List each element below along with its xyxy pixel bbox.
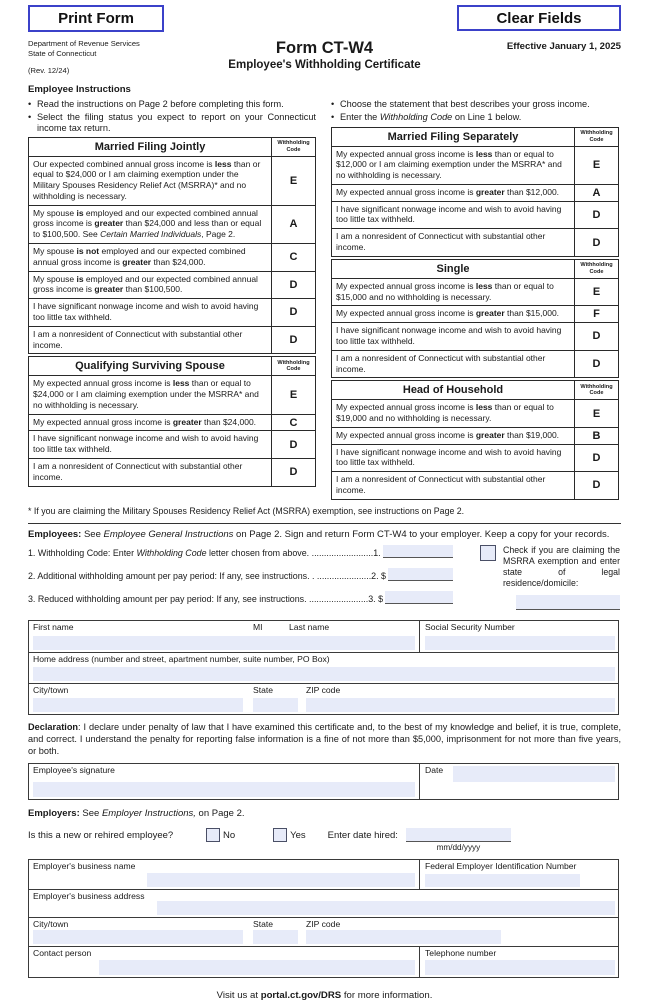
- line-2-additional-withholding: [28, 568, 453, 581]
- withholding-code-value: B: [575, 427, 619, 444]
- business-name-label: Employer's business name: [33, 861, 136, 872]
- filing-status-text: I have significant nonwage income and wish to avoid having too little tax withheld.: [29, 431, 272, 459]
- table-header-row: [332, 127, 619, 146]
- ssn-label: Social Security Number: [425, 621, 515, 632]
- withholding-code-value: D: [272, 431, 316, 459]
- home-address-input[interactable]: [33, 667, 615, 681]
- filing-status-row: [332, 229, 619, 257]
- withholding-code-value: C: [272, 244, 316, 272]
- new-hire-row: [28, 825, 621, 853]
- filing-status-text: My expected annual gross income is less than or equal to $19,000 and no withholding is necessary.: [332, 400, 575, 428]
- filing-status-row: [332, 201, 619, 229]
- no-label: No: [223, 829, 236, 841]
- filing-status-text: I am a nonresident of Connecticut with substantial other income.: [29, 326, 272, 354]
- city-label: City/town: [33, 684, 69, 695]
- employer-city-input[interactable]: [33, 930, 243, 944]
- filing-status-row: [29, 431, 316, 459]
- print-form-button[interactable]: Print Form: [28, 5, 164, 32]
- filing-status-row: [332, 278, 619, 306]
- filing-status-text: My expected annual gross income is less than or equal to $15,000 and no withholding is necessary.: [332, 278, 575, 306]
- single-table: [331, 259, 619, 378]
- effective-date: Effective January 1, 2025: [506, 41, 621, 52]
- filing-status-text: I am a nonresident of Connecticut with substantial other income.: [29, 458, 272, 486]
- new-hire-question: Is this a new or rehired employee?: [28, 829, 174, 841]
- form-subtitle: Employee's Withholding Certificate: [228, 59, 421, 71]
- contact-person-input[interactable]: [99, 960, 415, 975]
- filing-status-text: My expected annual gross income is greater than $15,000.: [332, 306, 575, 323]
- yes-checkbox[interactable]: [273, 828, 287, 842]
- instruction-bullet: [28, 99, 316, 111]
- married-filing-jointly-table: [28, 137, 316, 355]
- revision-label: (Rev. 12/24): [28, 65, 70, 75]
- ssn-input[interactable]: [425, 636, 615, 650]
- cell-divider: [419, 621, 420, 652]
- filing-status-row: [332, 323, 619, 351]
- employer-state-label: State: [253, 919, 274, 930]
- withholding-code-value: E: [272, 376, 316, 414]
- business-name-input[interactable]: [147, 873, 415, 887]
- agency-block: [28, 39, 196, 76]
- employee-lines-area: [28, 545, 621, 614]
- agency-line2: State of Connecticut: [28, 48, 97, 58]
- withholding-code-value: A: [272, 205, 316, 243]
- filing-status-text: I am a nonresident of Connecticut with substantial other income.: [332, 350, 575, 378]
- filing-status-text: My expected annual gross income is greater than $24,000.: [29, 414, 272, 431]
- bullet-icon: •: [331, 111, 335, 122]
- withholding-code-value: D: [575, 444, 619, 472]
- agency-line1: Department of Revenue Services: [28, 39, 140, 48]
- zip-input[interactable]: [306, 698, 615, 712]
- withholding-code-value: E: [575, 400, 619, 428]
- employee-instructions-heading: Employee Instructions: [28, 83, 131, 95]
- bullet-icon: •: [28, 98, 32, 109]
- filing-status-text: I have significant nonwage income and wish to avoid having too little tax withheld.: [29, 299, 272, 327]
- filing-status-title: Married Filing Separately: [332, 127, 575, 146]
- filing-status-row: [29, 458, 316, 486]
- toolbar: [28, 5, 621, 32]
- employer-city-label: City/town: [33, 919, 69, 930]
- filing-status-row: [29, 205, 316, 243]
- filing-status-row: [29, 414, 316, 431]
- employees-intro: Employees: See Employee General Instructions on Page 2. Sign and return Form CT-W4 to your employer. Keep a copy for your records.: [28, 528, 610, 540]
- additional-amount-input[interactable]: [388, 568, 453, 581]
- withholding-code-value: D: [272, 299, 316, 327]
- withholding-code-value: E: [575, 278, 619, 306]
- title-block: [196, 39, 453, 76]
- table-header-row: [29, 137, 316, 156]
- phone-input[interactable]: [425, 960, 615, 975]
- filing-status-row: [332, 146, 619, 184]
- signature-table: [28, 763, 619, 800]
- business-address-row: [29, 889, 618, 917]
- filing-status-row: [29, 376, 316, 414]
- fein-input[interactable]: [425, 874, 580, 887]
- bullet-text: Read the instructions on Page 2 before completing this form.: [37, 98, 284, 109]
- filing-status-row: [29, 244, 316, 272]
- filing-status-text: My spouse is employed and our expected combined annual gross income is greater than $24,000 and less than or equal to $100,500. See Certain Married Individuals, Page 2.: [29, 205, 272, 243]
- withholding-code-header: Withholding Code: [575, 259, 619, 278]
- filing-status-row: [332, 427, 619, 444]
- line-3-label: 3. Reduced withholding amount per pay period: If any, see instructions. ........................3. $: [28, 593, 384, 604]
- instruction-bullet: [331, 99, 619, 111]
- phone-label: Telephone number: [425, 948, 497, 959]
- employer-info-table: [28, 859, 619, 978]
- section-divider: [28, 523, 621, 524]
- filing-status-title: Head of Household: [332, 381, 575, 400]
- line-1-withholding-code: [28, 545, 453, 558]
- clear-fields-button[interactable]: Clear Fields: [457, 5, 621, 31]
- withholding-lines: [28, 545, 453, 614]
- withholding-code-header: Withholding Code: [272, 137, 316, 156]
- footer-text: Visit us at portal.ct.gov/DRS for more information.: [216, 990, 433, 1001]
- filing-status-row: [332, 400, 619, 428]
- filing-status-text: My expected annual gross income is greater than $19,000.: [332, 427, 575, 444]
- withholding-code-value: D: [575, 229, 619, 257]
- right-column: [331, 99, 619, 502]
- filing-status-text: My expected annual gross income is greater than $12,000.: [332, 184, 575, 201]
- cell-divider: [419, 947, 420, 977]
- declaration-text: Declaration: I declare under penalty of law that I have examined this certificate and, to the best of my knowledge and belief, it is true, complete, and correct. I understand the penalty for reporting false information is a fine of not more than $5,000, imprisonment for not more than five years, or both.: [28, 721, 621, 757]
- cell-divider: [419, 860, 420, 889]
- signature-row: [29, 764, 618, 799]
- withholding-code-value: D: [575, 201, 619, 229]
- filing-status-text: I am a nonresident of Connecticut with substantial other income.: [332, 472, 575, 500]
- city-input[interactable]: [33, 698, 243, 712]
- withholding-code-value: D: [575, 323, 619, 351]
- fein-label: Federal Employer Identification Number: [425, 861, 577, 872]
- filing-status-row: [332, 184, 619, 201]
- filing-status-text: My spouse is employed and our expected combined annual gross income is greater than $100,500.: [29, 271, 272, 299]
- right-instructions: [331, 99, 619, 127]
- filing-status-row: [332, 444, 619, 472]
- withholding-code-value: D: [272, 458, 316, 486]
- withholding-code-value: D: [575, 472, 619, 500]
- business-address-label: Employer's business address: [33, 891, 145, 902]
- instruction-bullet: [331, 112, 619, 124]
- home-address-label: Home address (number and street, apartment number, suite number, PO Box): [33, 653, 330, 664]
- employer-state-input[interactable]: [253, 930, 298, 944]
- filing-status-text: My expected annual gross income is less than or equal to $24,000 or I am claiming exemption under the MSRRA* and no withholding is necessary.: [29, 376, 272, 414]
- msrra-footnote: * If you are claiming the Military Spouses Residency Relief Act (MSRRA) exemption, see instructions on Page 2.: [28, 505, 465, 516]
- filing-status-text: I have significant nonwage income and wish to avoid having too little tax withheld.: [332, 201, 575, 229]
- name-input[interactable]: [33, 636, 415, 650]
- filing-status-title: Single: [332, 259, 575, 278]
- date-format-hint: mm/dd/yyyy: [436, 843, 481, 853]
- filing-status-row: [332, 350, 619, 378]
- msrra-claim-text: Check if you are claiming the MSRRA exemption and enter state of legal residence/domicile:: [503, 544, 620, 588]
- no-checkbox[interactable]: [206, 828, 220, 842]
- business-name-row: [29, 860, 618, 889]
- line-3-reduced-withholding: [28, 591, 453, 604]
- reduced-amount-input[interactable]: [385, 591, 453, 604]
- state-label: State: [253, 684, 274, 695]
- filing-status-row: [29, 326, 316, 354]
- withholding-code-value: A: [575, 184, 619, 201]
- employer-zip-input[interactable]: [306, 930, 501, 944]
- withholding-code-header: Withholding Code: [272, 357, 316, 376]
- filing-status-text: My spouse is not employed and our expected combined annual gross income is greater than $24,000.: [29, 244, 272, 272]
- filing-status-row: [29, 156, 316, 205]
- employee-signature-input[interactable]: [33, 782, 415, 797]
- contact-row: [29, 946, 618, 977]
- filing-status-title: Married Filing Jointly: [29, 137, 272, 156]
- bullet-text: Select the filing status you expect to report on your Connecticut income tax return.: [37, 111, 316, 134]
- line-2-label: 2. Additional withholding amount per pay period: If any, see instructions. . ......................2. $: [28, 570, 386, 581]
- withholding-code-value: D: [272, 326, 316, 354]
- head-of-household-table: [331, 380, 619, 499]
- withholding-code-value: D: [575, 350, 619, 378]
- left-column: [28, 99, 316, 502]
- employee-info-table: [28, 620, 619, 715]
- table-header-row: [29, 357, 316, 376]
- date-input[interactable]: [453, 766, 615, 782]
- first-name-label: First name: [33, 621, 74, 632]
- employee-signature-label: Employee's signature: [33, 765, 115, 776]
- table-header-row: [332, 259, 619, 278]
- filing-status-text: Our expected combined annual gross income is less than or equal to $24,000 or I am claiming exemption under the Military Spouses Residency Relief Act (MSRRA)* and no withholding is necessary.: [29, 156, 272, 205]
- qualifying-surviving-spouse-table: [28, 356, 316, 486]
- bullet-icon: •: [331, 98, 335, 109]
- msrra-checkbox[interactable]: [480, 545, 496, 561]
- withholding-code-header: Withholding Code: [575, 127, 619, 146]
- filing-status-row: [332, 306, 619, 323]
- withholding-code-value: F: [575, 306, 619, 323]
- domicile-state-input[interactable]: [516, 595, 620, 610]
- employers-intro: Employers: See Employer Instructions, on Page 2.: [28, 808, 245, 820]
- filing-status-columns: [28, 99, 621, 502]
- withholding-code-value: E: [272, 156, 316, 205]
- cell-divider: [419, 764, 420, 799]
- employer-zip-label: ZIP code: [306, 919, 341, 930]
- yes-label: Yes: [290, 829, 306, 841]
- filing-status-row: [332, 472, 619, 500]
- zip-label: ZIP code: [306, 684, 341, 695]
- withholding-code-value: C: [272, 414, 316, 431]
- form-header: [28, 39, 621, 76]
- msrra-claim-box: [480, 545, 620, 614]
- filing-status-text: My expected annual gross income is less than or equal to $12,000 or I am claiming exemption under the MSRRA* and no withholding is necessary.: [332, 146, 575, 184]
- filing-status-title: Qualifying Surviving Spouse: [29, 357, 272, 376]
- city-state-zip-row: [29, 683, 618, 714]
- date-label: Date: [425, 765, 444, 776]
- contact-person-label: Contact person: [33, 948, 92, 959]
- filing-status-text: I have significant nonwage income and wish to avoid having too little tax withheld.: [332, 323, 575, 351]
- name-ssn-row: [29, 621, 618, 652]
- withholding-code-input[interactable]: [383, 545, 453, 558]
- state-input[interactable]: [253, 698, 298, 712]
- withholding-code-header: Withholding Code: [575, 381, 619, 400]
- filing-status-text: I am a nonresident of Connecticut with substantial other income.: [332, 229, 575, 257]
- table-header-row: [332, 381, 619, 400]
- married-filing-separately-table: [331, 127, 619, 257]
- filing-status-row: [29, 271, 316, 299]
- left-instructions: [28, 99, 316, 137]
- employer-city-row: [29, 917, 618, 946]
- withholding-code-value: E: [575, 146, 619, 184]
- bullet-icon: •: [28, 111, 32, 122]
- line-1-label: 1. Withholding Code: Enter Withholding Code letter chosen from above. .........................1.: [28, 547, 381, 558]
- instruction-bullet: [28, 112, 316, 136]
- filing-status-text: I have significant nonwage income and wish to avoid having too little tax withheld.: [332, 444, 575, 472]
- filing-status-row: [29, 299, 316, 327]
- form-title: Form CT-W4: [275, 39, 374, 57]
- mi-label: MI: [253, 621, 263, 632]
- bullet-text: Choose the statement that best describes your gross income.: [340, 98, 590, 109]
- home-address-row: [29, 652, 618, 683]
- business-address-input[interactable]: [157, 901, 615, 915]
- date-hired-input[interactable]: [406, 828, 511, 853]
- bullet-text: Enter the Withholding Code on Line 1 below.: [340, 111, 522, 122]
- last-name-label: Last name: [289, 621, 330, 632]
- withholding-code-value: D: [272, 271, 316, 299]
- date-hired-label: Enter date hired:: [327, 829, 398, 841]
